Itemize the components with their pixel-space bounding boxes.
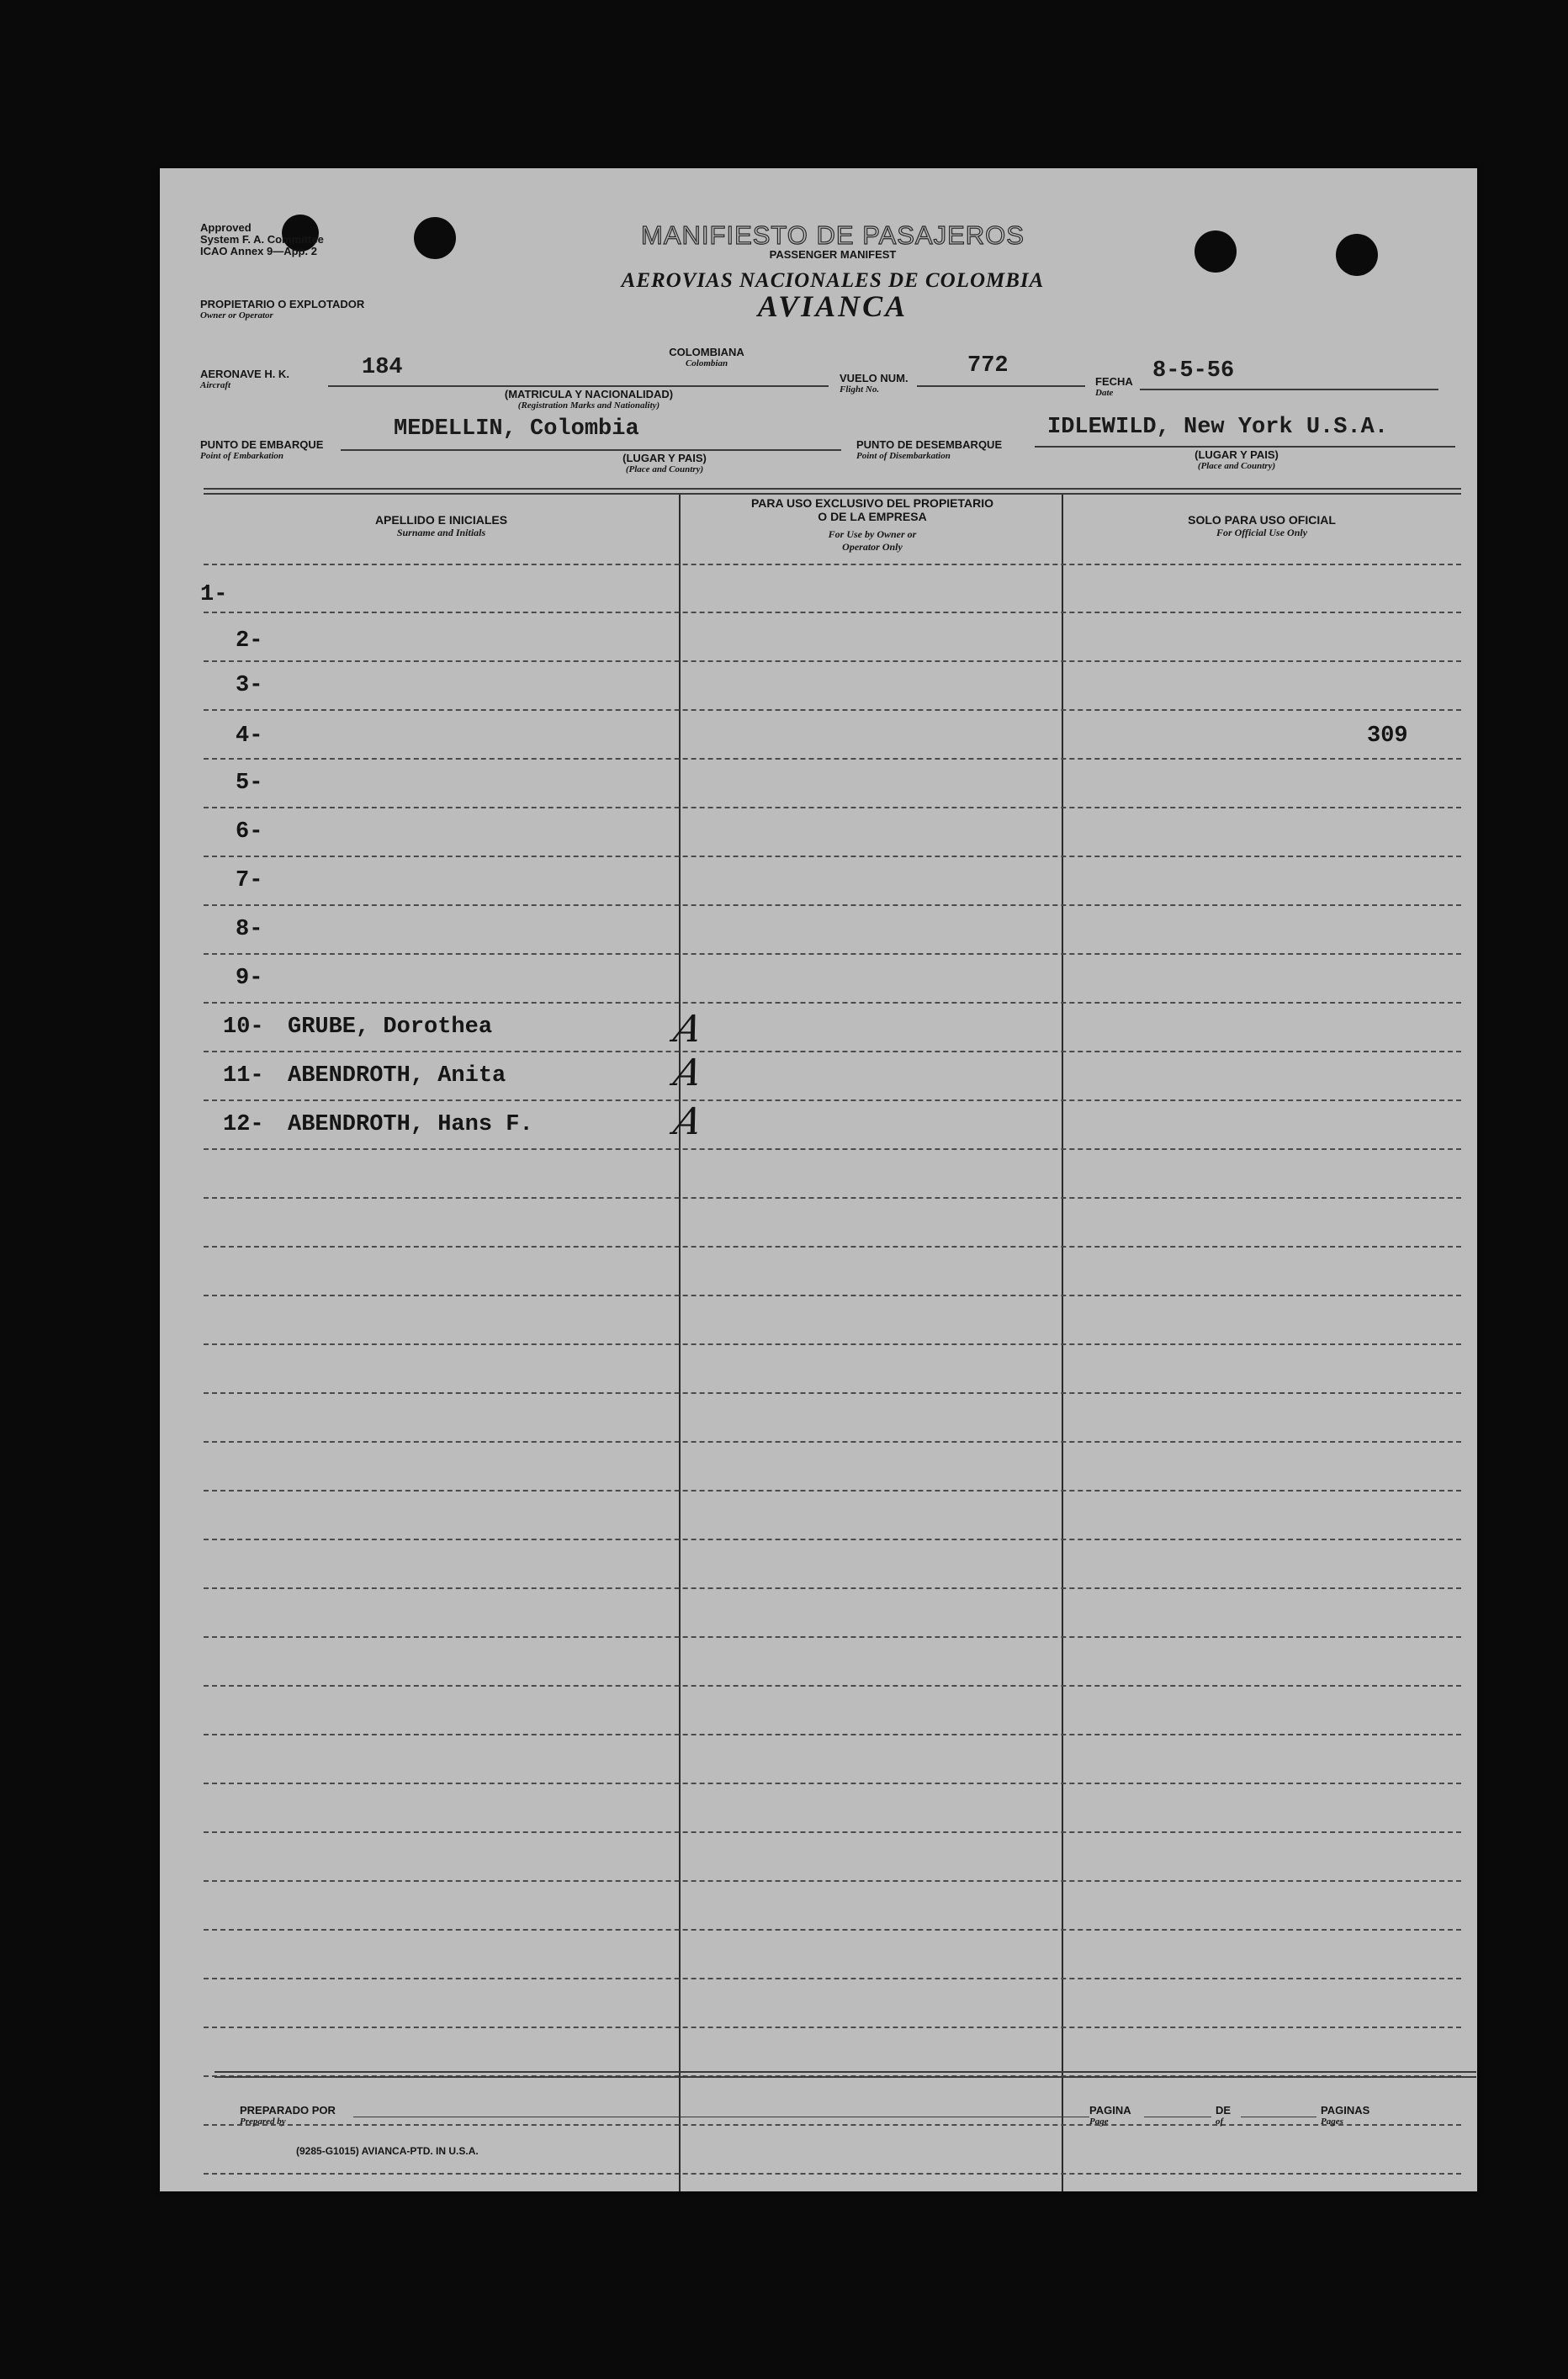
flight-label-en: Flight No. xyxy=(840,384,880,395)
row-line xyxy=(204,1441,1461,1443)
owner-block xyxy=(200,299,364,321)
row-line xyxy=(204,1295,1461,1296)
disembarkation-value: IDLEWILD, New York U.S.A. xyxy=(1047,415,1389,440)
row-number: 11- xyxy=(223,1063,264,1089)
row-line xyxy=(204,1636,1461,1638)
aircraft-label: AERONAVE H. K. xyxy=(200,368,289,380)
registration-caption-es: (MATRICULA Y NACIONALIDAD) xyxy=(504,388,674,400)
row-number: 5- xyxy=(236,771,263,796)
row-number: 1- xyxy=(200,582,228,607)
punch-hole xyxy=(414,217,456,259)
row-line xyxy=(204,2173,1461,2175)
row-line xyxy=(204,2027,1461,2028)
aircraft-label-block xyxy=(200,368,289,390)
column-header-owner xyxy=(683,496,1062,554)
official-note: 309 xyxy=(1367,723,1408,749)
row-line xyxy=(204,1734,1461,1735)
passenger-name: ABENDROTH, Anita xyxy=(288,1063,506,1089)
carrier-brand: AVIANCA xyxy=(757,289,908,323)
disembarkation-label-block xyxy=(856,439,1002,461)
passenger-name: GRUBE, Dorothea xyxy=(288,1015,493,1040)
disembarkation-underline xyxy=(1035,446,1455,448)
punch-hole xyxy=(1336,234,1378,276)
footer-rule xyxy=(215,2071,1476,2073)
title-block xyxy=(580,220,1085,261)
column-header-name-en: Surname and Initials xyxy=(396,527,486,538)
row-number: 12- xyxy=(223,1112,264,1137)
prepared-by-block xyxy=(240,2105,336,2127)
page-label-block xyxy=(1089,2105,1131,2127)
handwritten-mark: A xyxy=(670,1100,707,1143)
row-number: 6- xyxy=(236,819,263,845)
prepared-by-label: PREPARADO POR xyxy=(240,2104,336,2117)
column-header-name-es: APELLIDO E INICIALES xyxy=(374,513,508,527)
header-rule-top xyxy=(204,488,1461,490)
flight-underline xyxy=(917,385,1085,387)
flight-label-block xyxy=(840,373,908,395)
row-line xyxy=(204,1490,1461,1492)
aircraft-value: 184 xyxy=(362,355,403,380)
owner-label-en: Owner or Operator xyxy=(200,310,273,321)
column-header-owner-es-1: PARA USO EXCLUSIVO DEL PROPIETARIO xyxy=(750,496,994,510)
flight-value: 772 xyxy=(967,353,1009,379)
row-line xyxy=(204,709,1461,711)
approval-line-2: System F. A. Committee xyxy=(200,233,324,246)
row-line xyxy=(204,1051,1461,1052)
row-number: 8- xyxy=(236,917,263,942)
column-header-official-es: SOLO PARA USO OFICIAL xyxy=(1188,513,1336,527)
row-line xyxy=(204,1539,1461,1540)
row-line xyxy=(204,1099,1461,1101)
of-label: DE xyxy=(1216,2104,1232,2117)
passenger-name: ABENDROTH, Hans F. xyxy=(288,1112,533,1137)
carrier-name: AEROVIAS NACIONALES DE COLOMBIA xyxy=(621,269,1045,292)
row-line xyxy=(204,1929,1461,1931)
embarkation-label: PUNTO DE EMBARQUE xyxy=(200,438,324,451)
column-header-owner-es-2: O DE LA EMPRESA xyxy=(818,510,927,523)
manifest-sheet xyxy=(160,168,1477,2191)
nationality-block xyxy=(631,347,782,368)
row-line xyxy=(204,1831,1461,1833)
date-label: FECHA xyxy=(1095,375,1133,388)
approval-line-1: Approved xyxy=(200,221,252,234)
date-label-block xyxy=(1095,376,1133,398)
row-line xyxy=(204,1880,1461,1882)
row-number: 2- xyxy=(236,628,263,654)
date-value: 8-5-56 xyxy=(1152,358,1235,384)
row-line xyxy=(204,758,1461,760)
nationality-label: COLOMBIANA xyxy=(669,346,744,358)
row-number: 4- xyxy=(236,723,263,749)
row-line xyxy=(204,1392,1461,1394)
approval-line-3: ICAO Annex 9—App. 2 xyxy=(200,245,317,257)
owner-label: PROPIETARIO O EXPLOTADOR xyxy=(200,298,365,310)
column-header-official xyxy=(1068,513,1455,539)
row-line xyxy=(204,1978,1461,1979)
row-number: 10- xyxy=(223,1015,264,1040)
aircraft-label-en: Aircraft xyxy=(200,380,231,390)
header-rule-top-2 xyxy=(204,493,1461,495)
row-number: 3- xyxy=(236,673,263,698)
embarkation-label-en: Point of Embarkation xyxy=(200,451,284,461)
row-line xyxy=(204,1783,1461,1784)
of-label-block xyxy=(1216,2105,1231,2127)
of-label-en: of xyxy=(1216,2117,1224,2127)
embarkation-underline xyxy=(341,449,841,451)
embarkation-caption-en: (Place and Country) xyxy=(625,464,704,474)
approval-block xyxy=(200,222,324,257)
pages-label-en: Pages xyxy=(1321,2117,1343,2127)
aircraft-underline xyxy=(328,385,829,387)
print-code: (9285-G1015) AVIANCA-PTD. IN U.S.A. xyxy=(296,2145,479,2157)
column-header-owner-en-1: For Use by Owner or xyxy=(828,528,917,540)
row-line xyxy=(204,953,1461,955)
row-line xyxy=(204,856,1461,857)
row-line xyxy=(204,612,1461,613)
row-line xyxy=(204,2124,1461,2126)
page-label-en: Page xyxy=(1089,2117,1109,2127)
row-line xyxy=(204,1343,1461,1345)
registration-caption-en: (Registration Marks and Nationality) xyxy=(517,400,660,411)
embarkation-value: MEDELLIN, Colombia xyxy=(394,416,639,442)
embarkation-label-block xyxy=(200,439,323,461)
row-line xyxy=(204,660,1461,662)
pages-label-block xyxy=(1321,2105,1369,2127)
nationality-label-en: Colombian xyxy=(685,358,728,368)
footer-rule-2 xyxy=(215,2076,1476,2078)
page-title: MANIFIESTO DE PASAJEROS xyxy=(641,220,1025,250)
page-subtitle: PASSENGER MANIFEST xyxy=(769,248,897,261)
prepared-by-label-en: Prepared by xyxy=(240,2117,286,2127)
punch-hole xyxy=(1195,230,1237,273)
row-line xyxy=(204,1685,1461,1687)
disembarkation-caption-en: (Place and Country) xyxy=(1197,461,1276,471)
disembarkation-caption xyxy=(1144,449,1329,471)
embarkation-caption xyxy=(580,453,749,474)
page-label: PAGINA xyxy=(1089,2104,1131,2117)
row-line xyxy=(204,904,1461,906)
row-number: 9- xyxy=(236,966,263,991)
row-line xyxy=(204,1246,1461,1248)
column-header-official-en: For Official Use Only xyxy=(1216,527,1308,538)
row-number: 7- xyxy=(236,868,263,893)
row-line xyxy=(204,807,1461,808)
registration-caption xyxy=(463,389,715,411)
row-line xyxy=(204,1197,1461,1199)
row-line xyxy=(204,1002,1461,1004)
column-header-owner-en-2: Operator Only xyxy=(842,541,903,553)
handwritten-mark: A xyxy=(670,1008,707,1051)
row-line xyxy=(204,1587,1461,1589)
disembarkation-caption-es: (LUGAR Y PAIS) xyxy=(1195,448,1279,461)
embarkation-caption-es: (LUGAR Y PAIS) xyxy=(622,452,707,464)
row-line xyxy=(204,564,1461,565)
flight-label: VUELO NUM. xyxy=(840,372,908,384)
row-line xyxy=(204,1148,1461,1150)
column-header-name xyxy=(204,513,679,539)
disembarkation-label-en: Point of Disembarkation xyxy=(856,451,951,461)
date-underline xyxy=(1140,389,1438,390)
disembarkation-label: PUNTO DE DESEMBARQUE xyxy=(856,438,1003,451)
date-label-en: Date xyxy=(1095,388,1114,398)
pages-label: PAGINAS xyxy=(1321,2104,1370,2117)
handwritten-mark: A xyxy=(670,1052,707,1094)
